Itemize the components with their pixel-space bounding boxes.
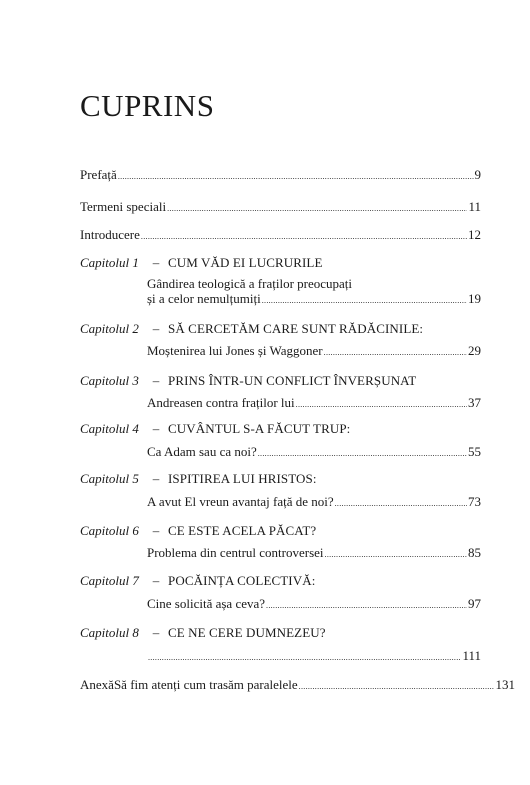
chapter-dash: – bbox=[152, 421, 160, 436]
dot-leader bbox=[141, 228, 467, 246]
dot-leader bbox=[324, 344, 467, 362]
chapter-dash: – bbox=[152, 523, 160, 538]
chapter-title: POCĂINȚA COLECTIVĂ: bbox=[168, 573, 316, 588]
entry-page: 131 bbox=[495, 677, 515, 692]
entry-label: Introducere bbox=[80, 227, 140, 242]
toc-entry-anexa[interactable] bbox=[80, 676, 515, 694]
chapter-6-heading bbox=[80, 522, 481, 540]
chapter-3-subtitle[interactable] bbox=[147, 394, 481, 414]
subtitle-text: Moștenirea lui Jones și Waggoner bbox=[147, 343, 323, 358]
entry-page: 111 bbox=[462, 648, 481, 663]
subtitle-text: și a celor nemulțumiți bbox=[147, 291, 261, 306]
chapter-label: Capitolul 1 bbox=[80, 255, 139, 270]
chapter-1-subtitle-line1: Gândirea teologică a fraților preocupați bbox=[147, 276, 353, 291]
entry-page: 73 bbox=[468, 494, 481, 509]
chapter-dash: – bbox=[152, 573, 160, 588]
chapter-8-subtitle[interactable] bbox=[147, 647, 481, 667]
chapter-8-heading bbox=[80, 624, 481, 642]
entry-page: 19 bbox=[468, 291, 481, 306]
chapter-1-heading bbox=[80, 254, 481, 272]
chapter-4-heading bbox=[80, 420, 481, 438]
toc-entry-termeni[interactable] bbox=[80, 198, 481, 216]
chapter-label: Capitolul 8 bbox=[80, 625, 139, 640]
entry-page: 12 bbox=[468, 227, 481, 242]
chapter-title: CUVÂNTUL S-A FĂCUT TRUP: bbox=[168, 421, 351, 436]
entry-page: 9 bbox=[474, 167, 481, 182]
chapter-7-heading bbox=[80, 572, 481, 590]
dot-leader bbox=[167, 200, 467, 218]
chapter-label: Capitolul 3 bbox=[80, 373, 139, 388]
dot-leader bbox=[266, 597, 467, 615]
dot-leader bbox=[118, 168, 474, 186]
chapter-dash: – bbox=[152, 321, 160, 336]
chapter-label: Capitolul 4 bbox=[80, 421, 139, 436]
dot-leader bbox=[299, 678, 495, 696]
entry-page: 29 bbox=[468, 343, 481, 358]
chapter-dash: – bbox=[152, 471, 160, 486]
chapter-3-heading bbox=[80, 372, 481, 390]
page-title: CUPRINS bbox=[80, 88, 215, 123]
annex-title: Să fim atenți cum trasăm paralelele bbox=[113, 677, 298, 692]
chapter-label: Capitolul 5 bbox=[80, 471, 139, 486]
dot-leader bbox=[262, 292, 467, 310]
entry-page: 55 bbox=[468, 444, 481, 459]
chapter-5-subtitle[interactable] bbox=[147, 493, 481, 513]
subtitle-text: Cine solicită așa ceva? bbox=[147, 596, 266, 611]
dot-leader bbox=[296, 396, 467, 414]
chapter-title: CE NE CERE DUMNEZEU? bbox=[168, 625, 326, 640]
chapter-2-subtitle[interactable] bbox=[147, 342, 481, 362]
entry-label: Prefață bbox=[80, 167, 117, 182]
subtitle-text: Ca Adam sau ca noi? bbox=[147, 444, 257, 459]
chapter-label: Capitolul 7 bbox=[80, 573, 139, 588]
chapter-dash: – bbox=[152, 373, 160, 388]
chapter-title: CE ESTE ACELA PĂCAT? bbox=[168, 523, 317, 538]
subtitle-text: A avut El vreun avantaj față de noi? bbox=[147, 494, 334, 509]
subtitle-text: Andreasen contra fraților lui bbox=[147, 395, 295, 410]
chapter-label: Capitolul 2 bbox=[80, 321, 139, 336]
dot-leader bbox=[325, 546, 467, 564]
chapter-label: Capitolul 6 bbox=[80, 523, 139, 538]
subtitle-text: Problema din centrul controversei bbox=[147, 545, 324, 560]
dot-leader bbox=[148, 649, 461, 667]
chapter-2-heading bbox=[80, 320, 481, 338]
chapter-7-subtitle[interactable] bbox=[147, 595, 481, 615]
chapter-title: CUM VĂD EI LUCRURILE bbox=[168, 255, 323, 270]
chapter-dash: – bbox=[152, 255, 160, 270]
chapter-4-subtitle[interactable] bbox=[147, 443, 481, 463]
entry-page: 97 bbox=[468, 596, 481, 611]
toc-entry-prefata[interactable] bbox=[80, 166, 481, 184]
chapter-title: SĂ CERCETĂM CARE SUNT RĂDĂCINILE: bbox=[168, 321, 424, 336]
chapter-dash: – bbox=[152, 625, 160, 640]
entry-page: 37 bbox=[468, 395, 481, 410]
dot-leader bbox=[258, 445, 467, 463]
entry-label: Termeni speciali bbox=[80, 199, 167, 214]
annex-label: Anexă bbox=[80, 677, 114, 692]
chapter-title: ISPITIREA LUI HRISTOS: bbox=[168, 471, 317, 486]
chapter-1-subtitle[interactable] bbox=[147, 290, 481, 310]
chapter-title: PRINS ÎNTR-UN CONFLICT ÎNVERȘUNAT bbox=[168, 373, 417, 388]
chapter-6-subtitle[interactable] bbox=[147, 544, 481, 564]
dot-leader bbox=[335, 495, 467, 513]
entry-page: 11 bbox=[468, 199, 481, 214]
toc-entry-introducere[interactable] bbox=[80, 226, 481, 244]
chapter-5-heading bbox=[80, 470, 481, 488]
entry-page: 85 bbox=[468, 545, 481, 560]
